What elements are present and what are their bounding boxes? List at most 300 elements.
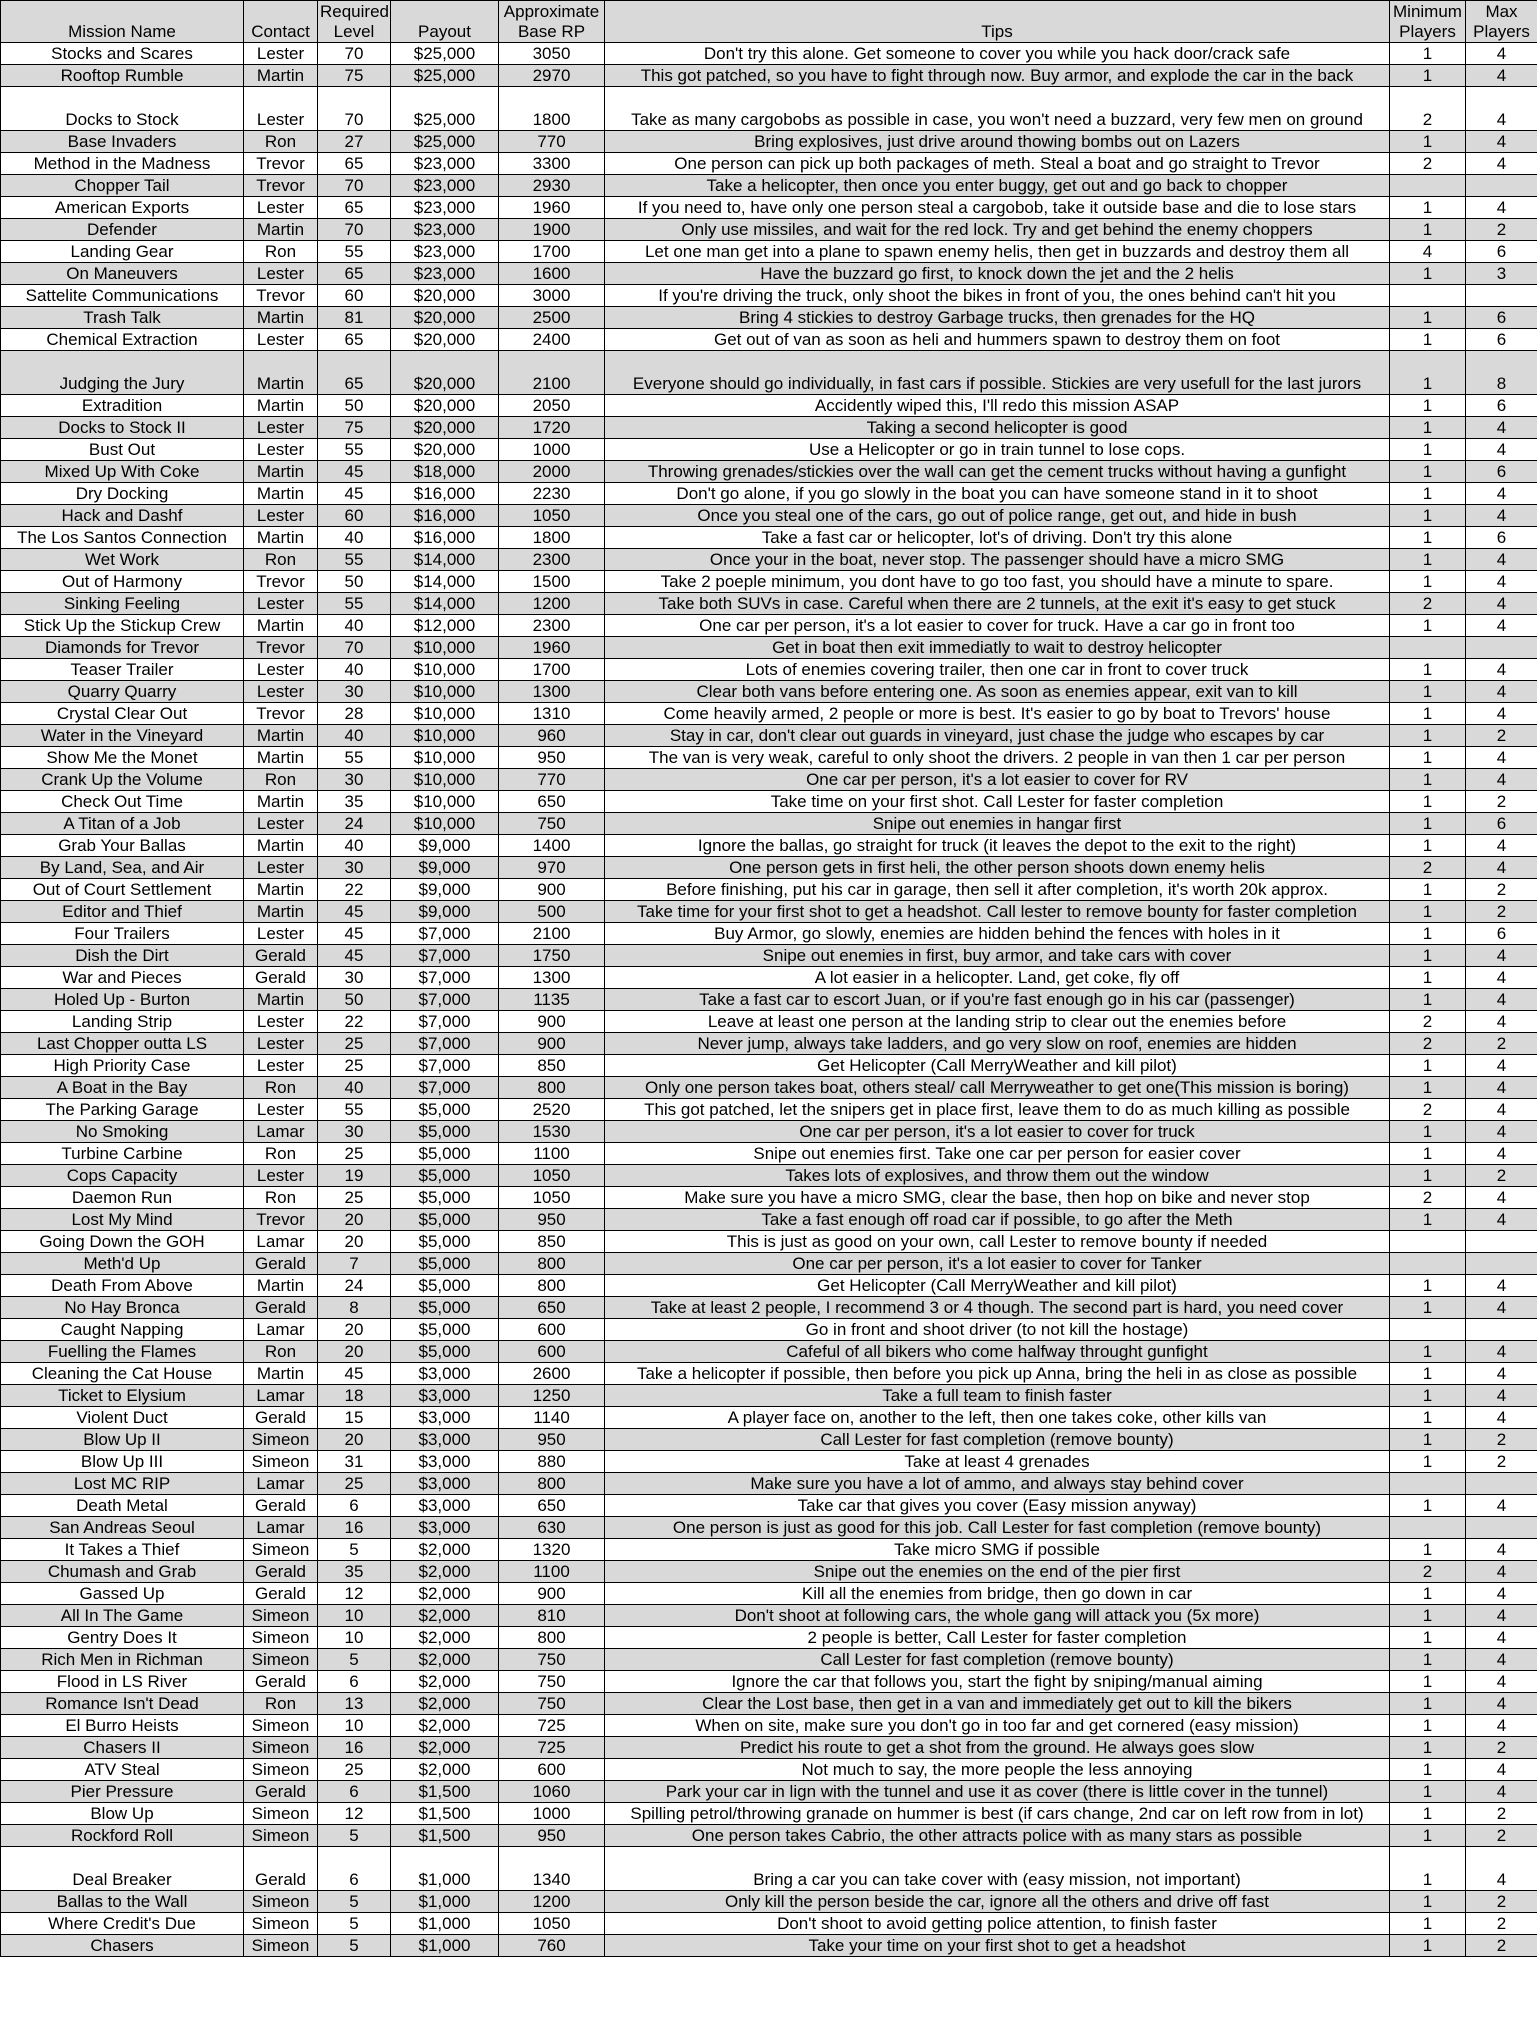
- cell-min-players: 2: [1390, 1011, 1466, 1033]
- cell-max-players: 2: [1466, 1825, 1537, 1847]
- cell-max-players: 4: [1466, 703, 1537, 725]
- cell-required-level: 40: [318, 527, 391, 549]
- cell-required-level: 65: [318, 351, 391, 395]
- cell-min-players: 1: [1390, 505, 1466, 527]
- cell-tips: Kill all the enemies from bridge, then go down in car: [605, 1583, 1390, 1605]
- cell-max-players: 2: [1466, 1935, 1537, 1957]
- table-row: [1, 65, 1537, 87]
- cell-payout: $23,000: [391, 219, 499, 241]
- cell-max-players: 6: [1466, 461, 1537, 483]
- cell-min-players: 2: [1390, 1033, 1466, 1055]
- cell-max-players: 4: [1466, 681, 1537, 703]
- cell-max-players: [1466, 1231, 1537, 1253]
- cell-mission-name: Crystal Clear Out: [1, 703, 244, 725]
- cell-min-players: 1: [1390, 527, 1466, 549]
- cell-base-rp: 950: [499, 747, 605, 769]
- cell-base-rp: 1340: [499, 1847, 605, 1891]
- table-row: [1, 1363, 1537, 1385]
- cell-payout: $7,000: [391, 923, 499, 945]
- cell-required-level: 45: [318, 483, 391, 505]
- cell-required-level: 55: [318, 747, 391, 769]
- table-row: [1, 1407, 1537, 1429]
- cell-required-level: 10: [318, 1715, 391, 1737]
- header-payout: Payout: [391, 1, 499, 43]
- cell-tips: Once your in the boat, never stop. The passenger should have a micro SMG: [605, 549, 1390, 571]
- cell-max-players: 4: [1466, 593, 1537, 615]
- cell-tips: Accidently wiped this, I'll redo this mission ASAP: [605, 395, 1390, 417]
- cell-mission-name: Pier Pressure: [1, 1781, 244, 1803]
- cell-contact: Ron: [244, 769, 318, 791]
- cell-payout: $23,000: [391, 263, 499, 285]
- cell-mission-name: Out of Harmony: [1, 571, 244, 593]
- cell-tips: Taking a second helicopter is good: [605, 417, 1390, 439]
- cell-mission-name: Dry Docking: [1, 483, 244, 505]
- table-row: [1, 681, 1537, 703]
- table-row: [1, 1803, 1537, 1825]
- cell-payout: $2,000: [391, 1627, 499, 1649]
- table-row: [1, 1605, 1537, 1627]
- cell-base-rp: 1050: [499, 1165, 605, 1187]
- cell-contact: Gerald: [244, 1495, 318, 1517]
- table-row: [1, 989, 1537, 1011]
- cell-payout: $20,000: [391, 417, 499, 439]
- cell-contact: Lamar: [244, 1121, 318, 1143]
- cell-base-rp: 1060: [499, 1781, 605, 1803]
- cell-payout: $1,000: [391, 1913, 499, 1935]
- cell-mission-name: Death Metal: [1, 1495, 244, 1517]
- cell-min-players: 1: [1390, 1583, 1466, 1605]
- header-min-players: Minimum Players: [1390, 1, 1466, 43]
- cell-max-players: 4: [1466, 1649, 1537, 1671]
- cell-required-level: 5: [318, 1891, 391, 1913]
- cell-required-level: 5: [318, 1539, 391, 1561]
- cell-mission-name: Water in the Vineyard: [1, 725, 244, 747]
- cell-max-players: 6: [1466, 527, 1537, 549]
- cell-base-rp: 1300: [499, 681, 605, 703]
- cell-max-players: 4: [1466, 549, 1537, 571]
- cell-mission-name: Romance Isn't Dead: [1, 1693, 244, 1715]
- cell-base-rp: 600: [499, 1759, 605, 1781]
- cell-tips: Use a Helicopter or go in train tunnel to lose cops.: [605, 439, 1390, 461]
- cell-base-rp: 970: [499, 857, 605, 879]
- cell-tips: A player face on, another to the left, then one takes coke, other kills van: [605, 1407, 1390, 1429]
- cell-base-rp: 2400: [499, 329, 605, 351]
- cell-base-rp: 1140: [499, 1407, 605, 1429]
- cell-min-players: 1: [1390, 1671, 1466, 1693]
- table-row: [1, 527, 1537, 549]
- cell-max-players: 2: [1466, 1033, 1537, 1055]
- cell-max-players: 4: [1466, 989, 1537, 1011]
- cell-min-players: 1: [1390, 1847, 1466, 1891]
- cell-payout: $10,000: [391, 681, 499, 703]
- cell-contact: Lester: [244, 417, 318, 439]
- cell-min-players: 1: [1390, 131, 1466, 153]
- cell-payout: $23,000: [391, 175, 499, 197]
- cell-min-players: 1: [1390, 1737, 1466, 1759]
- cell-contact: Lester: [244, 659, 318, 681]
- table-row: [1, 1715, 1537, 1737]
- cell-payout: $18,000: [391, 461, 499, 483]
- cell-contact: Gerald: [244, 1847, 318, 1891]
- cell-required-level: 55: [318, 1099, 391, 1121]
- cell-payout: $2,000: [391, 1759, 499, 1781]
- cell-base-rp: 1300: [499, 967, 605, 989]
- cell-base-rp: 1050: [499, 1913, 605, 1935]
- cell-payout: $25,000: [391, 87, 499, 131]
- cell-payout: $5,000: [391, 1297, 499, 1319]
- cell-payout: $3,000: [391, 1363, 499, 1385]
- table-row: [1, 967, 1537, 989]
- cell-tips: Call Lester for fast completion (remove bounty): [605, 1649, 1390, 1671]
- cell-contact: Lester: [244, 329, 318, 351]
- table-row: [1, 153, 1537, 175]
- cell-tips: Snipe out enemies in hangar first: [605, 813, 1390, 835]
- cell-min-players: 1: [1390, 1385, 1466, 1407]
- cell-base-rp: 3050: [499, 43, 605, 65]
- cell-max-players: [1466, 285, 1537, 307]
- cell-required-level: 50: [318, 989, 391, 1011]
- cell-tips: Take micro SMG if possible: [605, 1539, 1390, 1561]
- cell-max-players: 4: [1466, 1121, 1537, 1143]
- cell-base-rp: 2970: [499, 65, 605, 87]
- cell-mission-name: Fuelling the Flames: [1, 1341, 244, 1363]
- cell-mission-name: Landing Gear: [1, 241, 244, 263]
- cell-min-players: 1: [1390, 1055, 1466, 1077]
- cell-max-players: 2: [1466, 725, 1537, 747]
- cell-payout: $16,000: [391, 505, 499, 527]
- table-row: [1, 1825, 1537, 1847]
- cell-required-level: 70: [318, 43, 391, 65]
- cell-max-players: 2: [1466, 901, 1537, 923]
- cell-mission-name: The Los Santos Connection: [1, 527, 244, 549]
- cell-required-level: 19: [318, 1165, 391, 1187]
- cell-contact: Trevor: [244, 1209, 318, 1231]
- table-row: [1, 1429, 1537, 1451]
- cell-payout: $7,000: [391, 1055, 499, 1077]
- cell-base-rp: 650: [499, 1297, 605, 1319]
- table-row: [1, 1583, 1537, 1605]
- cell-mission-name: Crank Up the Volume: [1, 769, 244, 791]
- cell-tips: One car per person, it's a lot easier to cover for truck. Have a car go in front too: [605, 615, 1390, 637]
- cell-contact: Lamar: [244, 1517, 318, 1539]
- cell-payout: $7,000: [391, 945, 499, 967]
- cell-mission-name: It Takes a Thief: [1, 1539, 244, 1561]
- cell-required-level: 81: [318, 307, 391, 329]
- cell-tips: One person gets in first heli, the other person shoots down enemy helis: [605, 857, 1390, 879]
- cell-mission-name: Lost MC RIP: [1, 1473, 244, 1495]
- cell-base-rp: 1100: [499, 1143, 605, 1165]
- cell-payout: $10,000: [391, 791, 499, 813]
- cell-max-players: 4: [1466, 1143, 1537, 1165]
- cell-tips: Never jump, always take ladders, and go very slow on roof, enemies are hidden: [605, 1033, 1390, 1055]
- cell-contact: Lamar: [244, 1319, 318, 1341]
- table-row: [1, 1121, 1537, 1143]
- cell-mission-name: Chemical Extraction: [1, 329, 244, 351]
- cell-min-players: 1: [1390, 1275, 1466, 1297]
- header-mission-name: Mission Name: [1, 1, 244, 43]
- cell-max-players: 4: [1466, 1759, 1537, 1781]
- cell-contact: Gerald: [244, 1561, 318, 1583]
- cell-contact: Martin: [244, 527, 318, 549]
- cell-payout: $7,000: [391, 1033, 499, 1055]
- cell-tips: Don't shoot to avoid getting police attention, to finish faster: [605, 1913, 1390, 1935]
- cell-mission-name: Editor and Thief: [1, 901, 244, 923]
- cell-mission-name: Defender: [1, 219, 244, 241]
- cell-contact: Lester: [244, 87, 318, 131]
- cell-min-players: 1: [1390, 417, 1466, 439]
- cell-max-players: 4: [1466, 1055, 1537, 1077]
- cell-base-rp: 1135: [499, 989, 605, 1011]
- cell-min-players: 1: [1390, 483, 1466, 505]
- cell-tips: Stay in car, don't clear out guards in vineyard, just chase the judge who escapes by car: [605, 725, 1390, 747]
- cell-mission-name: Rockford Roll: [1, 1825, 244, 1847]
- cell-max-players: 4: [1466, 1341, 1537, 1363]
- cell-mission-name: Quarry Quarry: [1, 681, 244, 703]
- cell-contact: Gerald: [244, 1407, 318, 1429]
- cell-contact: Lamar: [244, 1231, 318, 1253]
- cell-min-players: 1: [1390, 351, 1466, 395]
- cell-max-players: 4: [1466, 197, 1537, 219]
- cell-required-level: 12: [318, 1583, 391, 1605]
- cell-tips: Snipe out the enemies on the end of the pier first: [605, 1561, 1390, 1583]
- cell-min-players: 1: [1390, 1891, 1466, 1913]
- cell-base-rp: 800: [499, 1627, 605, 1649]
- cell-min-players: 1: [1390, 461, 1466, 483]
- table-row: [1, 637, 1537, 659]
- cell-mission-name: Wet Work: [1, 549, 244, 571]
- cell-payout: $7,000: [391, 967, 499, 989]
- cell-tips: Take a helicopter if possible, then before you pick up Anna, bring the heli in as close as possible: [605, 1363, 1390, 1385]
- cell-payout: $14,000: [391, 593, 499, 615]
- cell-base-rp: 750: [499, 1671, 605, 1693]
- cell-min-players: 1: [1390, 725, 1466, 747]
- cell-max-players: 2: [1466, 1913, 1537, 1935]
- cell-base-rp: 900: [499, 1011, 605, 1033]
- cell-max-players: 4: [1466, 615, 1537, 637]
- cell-tips: Leave at least one person at the landing strip to clear out the enemies before: [605, 1011, 1390, 1033]
- cell-required-level: 50: [318, 571, 391, 593]
- cell-required-level: 30: [318, 681, 391, 703]
- cell-max-players: 4: [1466, 1187, 1537, 1209]
- table-row: [1, 901, 1537, 923]
- cell-min-players: 1: [1390, 1627, 1466, 1649]
- cell-mission-name: Hack and Dashf: [1, 505, 244, 527]
- cell-contact: Trevor: [244, 637, 318, 659]
- cell-min-players: 1: [1390, 1209, 1466, 1231]
- cell-tips: Come heavily armed, 2 people or more is best. It's easier to go by boat to Trevors' house: [605, 703, 1390, 725]
- cell-required-level: 20: [318, 1319, 391, 1341]
- table-row: [1, 1737, 1537, 1759]
- cell-mission-name: The Parking Garage: [1, 1099, 244, 1121]
- cell-required-level: 70: [318, 87, 391, 131]
- cell-required-level: 70: [318, 219, 391, 241]
- cell-required-level: 65: [318, 153, 391, 175]
- table-row: [1, 1077, 1537, 1099]
- cell-max-players: 2: [1466, 1165, 1537, 1187]
- table-row: [1, 1935, 1537, 1957]
- cell-required-level: 45: [318, 461, 391, 483]
- table-row: [1, 1693, 1537, 1715]
- cell-min-players: 1: [1390, 395, 1466, 417]
- cell-required-level: 6: [318, 1495, 391, 1517]
- cell-required-level: 45: [318, 945, 391, 967]
- cell-min-players: 1: [1390, 1913, 1466, 1935]
- cell-contact: Simeon: [244, 1605, 318, 1627]
- table-row: [1, 747, 1537, 769]
- cell-payout: $14,000: [391, 549, 499, 571]
- cell-required-level: 5: [318, 1913, 391, 1935]
- cell-max-players: 4: [1466, 43, 1537, 65]
- cell-base-rp: 2000: [499, 461, 605, 483]
- cell-mission-name: No Smoking: [1, 1121, 244, 1143]
- cell-mission-name: El Burro Heists: [1, 1715, 244, 1737]
- cell-min-players: 1: [1390, 1341, 1466, 1363]
- table-row: [1, 923, 1537, 945]
- cell-tips: If you need to, have only one person steal a cargobob, take it outside base and die to lose stars: [605, 197, 1390, 219]
- cell-contact: Lester: [244, 1055, 318, 1077]
- cell-tips: Get in boat then exit immediatly to wait to destroy helicopter: [605, 637, 1390, 659]
- cell-contact: Lester: [244, 813, 318, 835]
- table-row: [1, 1033, 1537, 1055]
- cell-contact: Trevor: [244, 175, 318, 197]
- cell-tips: Ignore the ballas, go straight for truck (it leaves the depot to the exit to the right): [605, 835, 1390, 857]
- cell-payout: $5,000: [391, 1253, 499, 1275]
- table-row: [1, 197, 1537, 219]
- cell-mission-name: Dish the Dirt: [1, 945, 244, 967]
- cell-required-level: 30: [318, 857, 391, 879]
- cell-contact: Lester: [244, 923, 318, 945]
- cell-required-level: 40: [318, 615, 391, 637]
- cell-base-rp: 900: [499, 1033, 605, 1055]
- cell-payout: $1,000: [391, 1891, 499, 1913]
- cell-max-players: 4: [1466, 835, 1537, 857]
- cell-payout: $7,000: [391, 1011, 499, 1033]
- cell-base-rp: 850: [499, 1231, 605, 1253]
- cell-tips: 2 people is better, Call Lester for faster completion: [605, 1627, 1390, 1649]
- cell-contact: Simeon: [244, 1891, 318, 1913]
- cell-payout: $20,000: [391, 329, 499, 351]
- cell-min-players: 1: [1390, 439, 1466, 461]
- cell-max-players: 4: [1466, 967, 1537, 989]
- table-row: [1, 1649, 1537, 1671]
- cell-tips: Get Helicopter (Call MerryWeather and kill pilot): [605, 1055, 1390, 1077]
- cell-mission-name: Teaser Trailer: [1, 659, 244, 681]
- cell-base-rp: 725: [499, 1737, 605, 1759]
- table-row: [1, 945, 1537, 967]
- cell-payout: $20,000: [391, 307, 499, 329]
- table-row: [1, 175, 1537, 197]
- cell-mission-name: Base Invaders: [1, 131, 244, 153]
- cell-base-rp: 1720: [499, 417, 605, 439]
- cell-mission-name: By Land, Sea, and Air: [1, 857, 244, 879]
- cell-base-rp: 1960: [499, 197, 605, 219]
- cell-max-players: 4: [1466, 439, 1537, 461]
- cell-min-players: [1390, 637, 1466, 659]
- table-row: [1, 439, 1537, 461]
- cell-base-rp: 1320: [499, 1539, 605, 1561]
- cell-min-players: 2: [1390, 1561, 1466, 1583]
- cell-mission-name: On Maneuvers: [1, 263, 244, 285]
- cell-payout: $3,000: [391, 1495, 499, 1517]
- table-row: [1, 1913, 1537, 1935]
- cell-payout: $3,000: [391, 1473, 499, 1495]
- cell-payout: $20,000: [391, 285, 499, 307]
- cell-tips: This got patched, so you have to fight through now. Buy armor, and explode the car in the back: [605, 65, 1390, 87]
- cell-payout: $25,000: [391, 65, 499, 87]
- cell-required-level: 24: [318, 1275, 391, 1297]
- cell-payout: $5,000: [391, 1341, 499, 1363]
- table-row: [1, 835, 1537, 857]
- cell-base-rp: 2100: [499, 923, 605, 945]
- cell-mission-name: Docks to Stock II: [1, 417, 244, 439]
- cell-payout: $9,000: [391, 879, 499, 901]
- cell-base-rp: 1000: [499, 439, 605, 461]
- cell-required-level: 60: [318, 505, 391, 527]
- cell-tips: Have the buzzard go first, to knock down the jet and the 2 helis: [605, 263, 1390, 285]
- cell-max-players: 2: [1466, 1451, 1537, 1473]
- cell-required-level: 5: [318, 1935, 391, 1957]
- cell-tips: Take time on your first shot. Call Lester for faster completion: [605, 791, 1390, 813]
- table-row: [1, 1495, 1537, 1517]
- cell-base-rp: 850: [499, 1055, 605, 1077]
- cell-max-players: 4: [1466, 1363, 1537, 1385]
- cell-min-players: 1: [1390, 1759, 1466, 1781]
- cell-mission-name: Death From Above: [1, 1275, 244, 1297]
- cell-min-players: 1: [1390, 571, 1466, 593]
- cell-contact: Lester: [244, 197, 318, 219]
- cell-max-players: [1466, 1517, 1537, 1539]
- cell-max-players: 2: [1466, 1737, 1537, 1759]
- cell-required-level: 18: [318, 1385, 391, 1407]
- cell-mission-name: American Exports: [1, 197, 244, 219]
- table-row: [1, 1561, 1537, 1583]
- cell-mission-name: Daemon Run: [1, 1187, 244, 1209]
- cell-min-players: [1390, 175, 1466, 197]
- cell-required-level: 55: [318, 439, 391, 461]
- cell-payout: $10,000: [391, 725, 499, 747]
- cell-contact: Trevor: [244, 571, 318, 593]
- cell-max-players: 6: [1466, 395, 1537, 417]
- cell-contact: Simeon: [244, 1737, 318, 1759]
- cell-required-level: 31: [318, 1451, 391, 1473]
- cell-required-level: 25: [318, 1143, 391, 1165]
- cell-min-players: 1: [1390, 1407, 1466, 1429]
- cell-contact: Lester: [244, 1165, 318, 1187]
- cell-contact: Lester: [244, 593, 318, 615]
- cell-mission-name: Landing Strip: [1, 1011, 244, 1033]
- cell-max-players: 4: [1466, 1605, 1537, 1627]
- table-row: [1, 1385, 1537, 1407]
- cell-required-level: 20: [318, 1429, 391, 1451]
- cell-max-players: 4: [1466, 1275, 1537, 1297]
- cell-max-players: 6: [1466, 923, 1537, 945]
- cell-max-players: 4: [1466, 1781, 1537, 1803]
- cell-payout: $23,000: [391, 197, 499, 219]
- cell-tips: Get Helicopter (Call MerryWeather and kill pilot): [605, 1275, 1390, 1297]
- cell-payout: $5,000: [391, 1165, 499, 1187]
- cell-min-players: 1: [1390, 945, 1466, 967]
- cell-mission-name: Turbine Carbine: [1, 1143, 244, 1165]
- cell-base-rp: 950: [499, 1429, 605, 1451]
- cell-max-players: 4: [1466, 747, 1537, 769]
- cell-max-players: 4: [1466, 1715, 1537, 1737]
- cell-max-players: 4: [1466, 1627, 1537, 1649]
- cell-base-rp: 2100: [499, 351, 605, 395]
- cell-tips: When on site, make sure you don't go in too far and get cornered (easy mission): [605, 1715, 1390, 1737]
- cell-max-players: 4: [1466, 417, 1537, 439]
- table-row: [1, 1275, 1537, 1297]
- cell-tips: Only use missiles, and wait for the red lock. Try and get behind the enemy choppers: [605, 219, 1390, 241]
